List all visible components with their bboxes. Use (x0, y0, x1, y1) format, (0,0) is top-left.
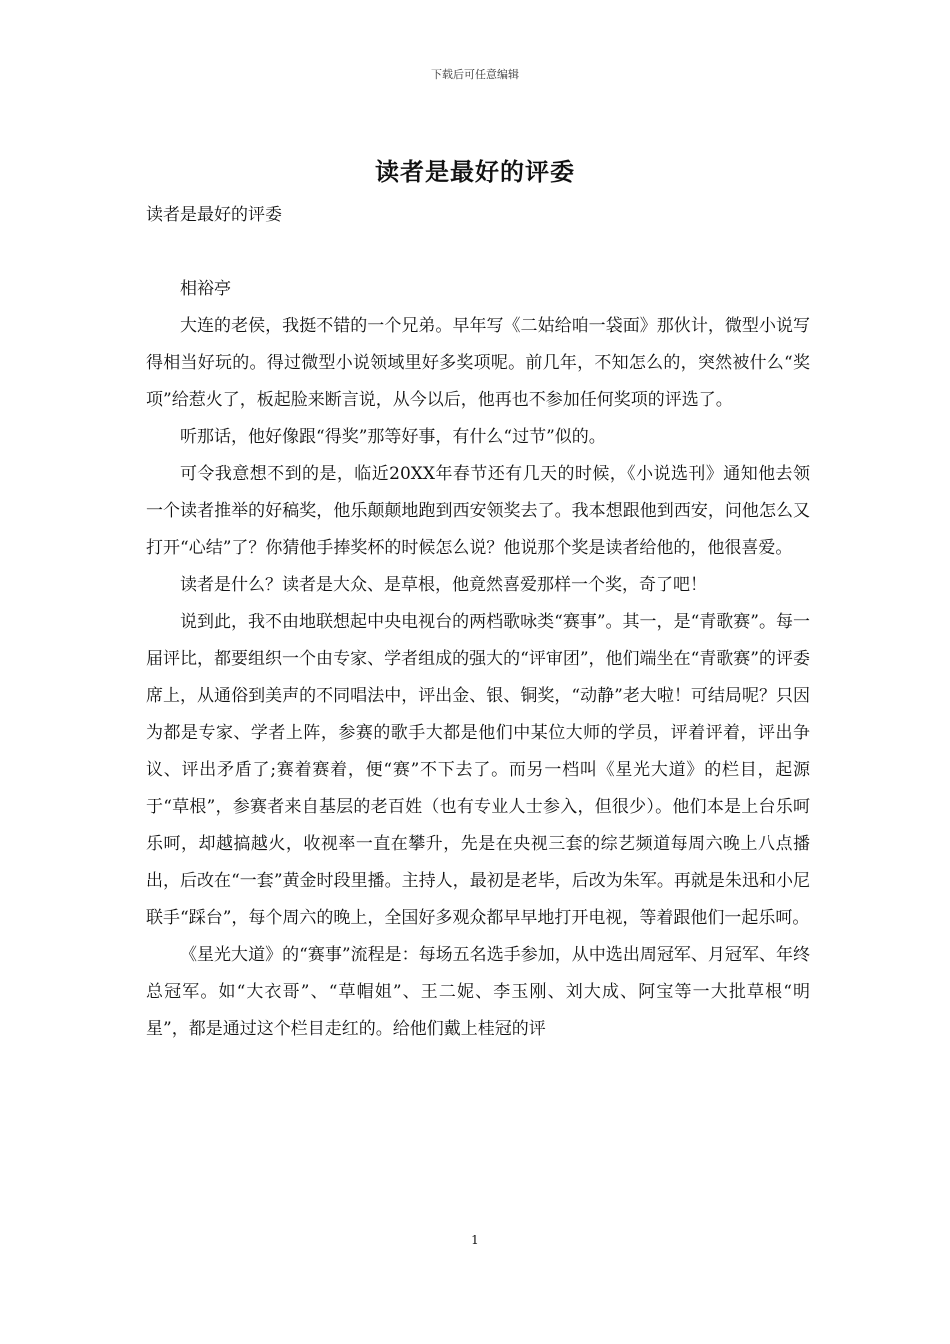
paragraph-3: 可令我意想不到的是，临近20XX年春节还有几天的时候，《小说选刊》通知他去领一个读者推举的好稿奖，他乐颠颠地跑到西安领奖去了。我本想跟他到西安，问他怎么又打开“心结”了？你猜他手捧奖杯的时候怎么说？他说那个奖是读者给他的，他很喜爱。 (146, 464, 810, 558)
paragraph-6: 《星光大道》的“赛事”流程是：每场五名选手参加，从中选出周冠军、月冠军、年终总冠军。如“大衣哥”、“草帽姐”、王二妮、李玉刚、刘大成、阿宝等一大批草根“明星”，都是通过这个栏目走红的。给他们戴上桂冠的评 (146, 945, 810, 1039)
paragraph-1: 大连的老侯，我挺不错的一个兄弟。早年写《二姑给咱一袋面》那伙计，微型小说写得相当好玩的。得过微型小说领域里好多奖项呢。前几年，不知怎么的，突然被什么“奖项”给惹火了，板起脸来断言说，从今以后，他再也不参加任何奖项的评选了。 (146, 316, 810, 410)
article-body (146, 308, 810, 1048)
paragraph-4: 读者是什么？读者是大众、是草根，他竟然喜爱那样一个奖，奇了吧！ (180, 575, 707, 595)
header-note: 下载后可任意编辑 (431, 68, 519, 81)
document-subtitle: 读者是最好的评委 (146, 205, 282, 225)
page-number: 1 (471, 1233, 479, 1247)
document-title: 读者是最好的评委 (375, 158, 575, 186)
author-name: 相裕亭 (180, 279, 231, 299)
paragraph-5: 说到此，我不由地联想起中央电视台的两档歌咏类“赛事”。其一，是“青歌赛”。每一届评比，都要组织一个由专家、学者组成的强大的“评审团”，他们端坐在“青歌赛”的评委席上，从通俗到美声的不同唱法中，评出金、银、铜奖，“动静”老大啦！可结局呢？只因为都是专家、学者上阵，参赛的歌手大都是他们中某位大师的学员，评着评着，评出争议、评出矛盾了;赛着赛着，便“赛”不下去了。而另一档叫《星光大道》的栏目，起源于“草根”，参赛者来自基层的老百姓（也有专业人士参入，但很少）。他们本是上台乐呵乐呵，却越搞越火，收视率一直在攀升，先是在央视三套的综艺频道每周六晚上八点播出，后改在“一套”黄金时段里播。主持人，最初是老毕，后改为朱军。再就是朱迅和小尼联手“踩台”，每个周六的晚上，全国好多观众都早早地打开电视，等着跟他们一起乐呵。 (146, 612, 810, 928)
paragraph-2: 听那话，他好像跟“得奖”那等好事，有什么“过节”似的。 (180, 427, 606, 447)
